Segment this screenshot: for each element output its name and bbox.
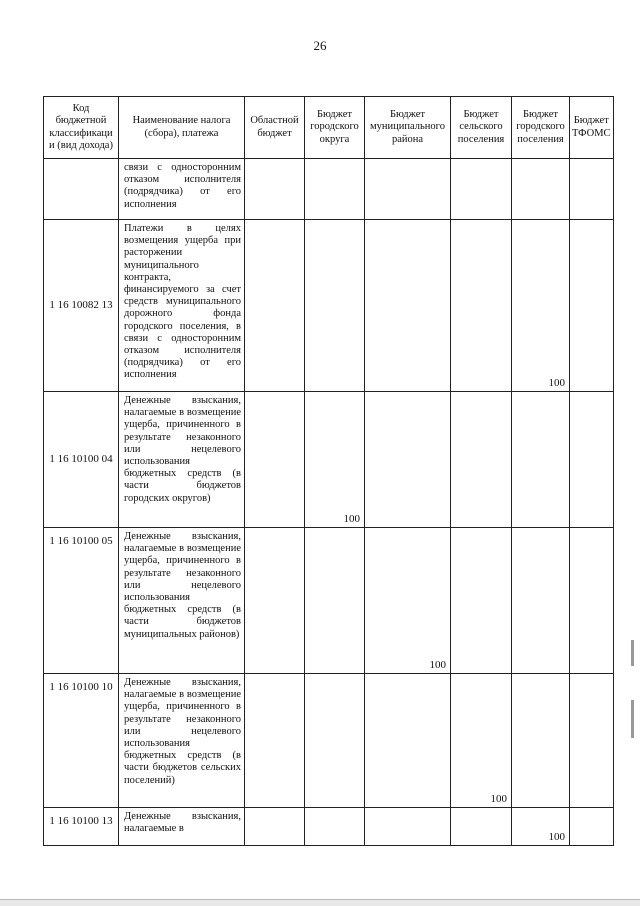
header-regional: Областной бюджет <box>245 97 305 159</box>
scan-edge-mark <box>631 640 634 666</box>
row-name: Платежи в целях возмещения ущерба при расторжении муниципального контракта, финансируемого за счет средств муниципального дорожного фонда городского поселения, в связи с односторонним отказом исполнителя (подрядчика) от его исполнения <box>119 220 245 392</box>
row-value-rural-settlement <box>451 528 512 674</box>
row-value-city-district <box>305 220 365 392</box>
row-value-rural-settlement <box>451 392 512 528</box>
row-value-city-district <box>305 674 365 808</box>
row-value-urban-settlement: 100 <box>512 808 570 846</box>
row-value-rural-settlement: 100 <box>451 674 512 808</box>
row-name: связи с односторонним отказом исполнителя (подрядчика) от его исполнения <box>119 159 245 220</box>
row-value-regional <box>245 220 305 392</box>
row-value-tfoms <box>570 392 614 528</box>
header-name: Наименование налога (сбора), платежа <box>119 97 245 159</box>
table-row <box>44 159 614 220</box>
row-value-tfoms <box>570 220 614 392</box>
row-value-tfoms <box>570 159 614 220</box>
header-urban-settlement: Бюджет городского поселения <box>512 97 570 159</box>
row-name: Денежные взыскания, налагаемые в возмещение ущерба, причиненного в результате незаконного или нецелевого использования бюджетных средств (в части бюджетов сельских поселений) <box>119 674 245 808</box>
row-value-regional <box>245 674 305 808</box>
header-rural-settlement: Бюджет сельского поселения <box>451 97 512 159</box>
row-value-municipal-district <box>365 159 451 220</box>
header-tfoms: Бюджет ТФОМС <box>570 97 614 159</box>
row-value-urban-settlement <box>512 159 570 220</box>
row-value-regional <box>245 392 305 528</box>
table-header-row <box>44 97 614 159</box>
row-value-municipal-district <box>365 674 451 808</box>
row-value-city-district <box>305 159 365 220</box>
row-value-tfoms <box>570 674 614 808</box>
row-value-municipal-district <box>365 808 451 846</box>
row-value-urban-settlement <box>512 528 570 674</box>
table-row <box>44 674 614 808</box>
row-name: Денежные взыскания, налагаемые в возмещение ущерба, причиненного в результате незаконного или нецелевого использования бюджетных средств (в части бюджетов муниципальных районов) <box>119 528 245 674</box>
row-code <box>44 159 119 220</box>
table-row <box>44 392 614 528</box>
scan-edge-mark <box>631 700 634 738</box>
row-value-rural-settlement <box>451 808 512 846</box>
row-value-urban-settlement <box>512 674 570 808</box>
row-code: 1 16 10100 13 <box>44 808 119 846</box>
row-name: Денежные взыскания, налагаемые в <box>119 808 245 846</box>
header-municipal-district: Бюджет муниципального района <box>365 97 451 159</box>
row-value-rural-settlement <box>451 159 512 220</box>
row-value-tfoms <box>570 528 614 674</box>
budget-distribution-table <box>43 96 614 846</box>
row-value-regional <box>245 528 305 674</box>
budget-table-wrapper <box>43 96 614 846</box>
row-value-tfoms <box>570 808 614 846</box>
row-value-rural-settlement <box>451 220 512 392</box>
row-value-urban-settlement: 100 <box>512 220 570 392</box>
row-value-city-district <box>305 528 365 674</box>
row-value-city-district: 100 <box>305 392 365 528</box>
row-name: Денежные взыскания, налагаемые в возмещение ущерба, причиненного в результате незаконного или нецелевого использования бюджетных средств (в части бюджетов городских округов) <box>119 392 245 528</box>
header-city-district: Бюджет городского округа <box>305 97 365 159</box>
row-value-regional <box>245 808 305 846</box>
row-value-city-district <box>305 808 365 846</box>
row-code: 1 16 10100 10 <box>44 674 119 808</box>
row-value-municipal-district: 100 <box>365 528 451 674</box>
page-number: 26 <box>313 38 327 53</box>
header-code: Код бюджетной классификаци и (вид дохода) <box>44 97 119 159</box>
table-row <box>44 220 614 392</box>
table-row <box>44 528 614 674</box>
row-value-regional <box>245 159 305 220</box>
row-value-urban-settlement <box>512 392 570 528</box>
row-code: 1 16 10100 04 <box>44 392 119 528</box>
row-code: 1 16 10082 13 <box>44 220 119 392</box>
table-row <box>44 808 614 846</box>
row-value-municipal-district <box>365 220 451 392</box>
row-code: 1 16 10100 05 <box>44 528 119 674</box>
row-value-municipal-district <box>365 392 451 528</box>
